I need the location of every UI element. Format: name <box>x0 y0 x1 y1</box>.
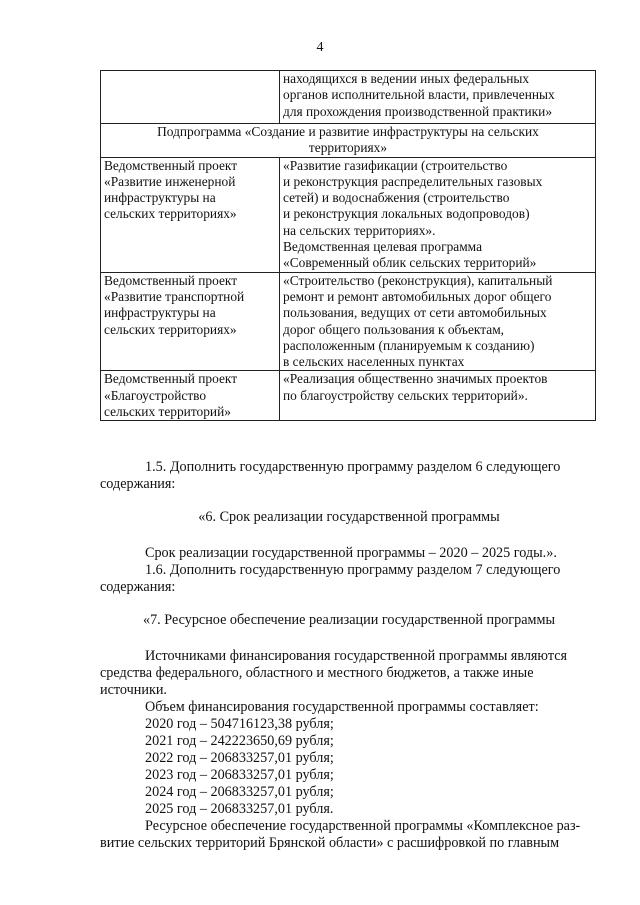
cell-line: «Развитие инженерной <box>104 173 236 189</box>
project-description-cell <box>280 157 596 272</box>
list-item: 2022 год – 206833257,01 рубля; <box>145 750 334 766</box>
cell-line: «Строительство (реконструкция), капитальный <box>283 272 553 288</box>
paragraph-term: Срок реализации государственной программы – 2020 – 2025 годы.». <box>145 545 557 561</box>
cell-line: сетей) и водоснабжения (строительство <box>283 190 510 206</box>
page-number: 4 <box>316 40 324 55</box>
cell-line: органов исполнительной власти, привлеченных <box>283 87 555 103</box>
project-name-cell <box>101 272 280 371</box>
list-item: 2021 год – 242223650,69 рубля; <box>145 733 334 749</box>
cell-line: «Развитие транспортной <box>104 288 245 304</box>
text-line: Источниками финансирования государственной программы являются <box>145 648 568 664</box>
subprogram-title-cell <box>101 124 596 158</box>
text-line: источники. <box>100 682 167 698</box>
cell-line: Ведомственная целевая программа <box>283 239 483 255</box>
text-line: витие сельских территорий Брянской области» с расшифровкой по главным <box>100 835 560 851</box>
cell-line: для прохождения производственной практики» <box>283 103 553 119</box>
table-cell-empty <box>101 71 280 124</box>
section-6-heading: «6. Срок реализации государственной программы <box>198 509 500 525</box>
project-name-cell <box>101 157 280 272</box>
cell-line: «Современный облик сельских территорий» <box>283 255 537 271</box>
cell-line: сельских территориях» <box>104 206 237 222</box>
cell-line: расположенным (планируемым к созданию) <box>283 337 535 353</box>
text-line: 1.5. Дополнить государственную программу разделом 6 следующего <box>145 459 561 475</box>
table-row <box>101 371 596 421</box>
table-row <box>101 157 596 272</box>
cell-line: находящихся в ведении иных федеральных <box>283 71 530 86</box>
cell-line: в сельских населенных пунктах <box>283 354 465 370</box>
paragraph-1-6 <box>100 562 598 596</box>
paragraph-1-5 <box>100 459 598 493</box>
cell-line: Ведомственный проект <box>104 157 238 173</box>
cell-line: сельских территорий» <box>104 404 231 420</box>
paragraph-sources <box>100 648 598 699</box>
cell-line: «Развитие газификации (строительство <box>283 157 508 173</box>
table-row <box>101 71 596 124</box>
cell-line: Ведомственный проект <box>104 371 238 387</box>
cell-line: сельских территориях» <box>104 321 237 337</box>
subprogram-title-line: территориях» <box>308 140 388 156</box>
table-cell-continuation <box>280 71 596 124</box>
text-line: средства федерального, областного и местного бюджетов, а также иные <box>100 665 534 681</box>
text-line: содержания: <box>100 476 176 492</box>
cell-line: по благоустройству сельских территорий». <box>283 387 528 403</box>
text-line: 1.6. Дополнить государственную программу разделом 7 следующего <box>145 562 561 578</box>
project-name-cell <box>101 371 280 421</box>
cell-line: «Благоустройство <box>104 387 207 403</box>
cell-line: «Реализация общественно значимых проектов <box>283 371 548 387</box>
funding-by-year-list <box>145 716 605 818</box>
list-item: 2020 год – 504716123,38 рубля; <box>145 716 334 732</box>
paragraph-volume: Объем финансирования государственной программы составляет: <box>145 699 539 715</box>
cell-line: ремонт и ремонт автомобильных дорог общего <box>283 288 552 304</box>
list-item: 2023 год – 206833257,01 рубля; <box>145 767 334 783</box>
subprogram-title-line: Подпрограмма «Создание и развитие инфраструктуры на сельских <box>157 124 539 139</box>
text-line: содержания: <box>100 579 176 595</box>
section-7-heading: «7. Ресурсное обеспечение реализации государственной программы <box>142 612 556 628</box>
paragraph-resource <box>100 818 598 852</box>
cell-line: пользования, ведущих от сети автомобильных <box>283 305 547 321</box>
cell-line: инфраструктуры на <box>104 305 216 321</box>
cell-line: инфраструктуры на <box>104 190 216 206</box>
table-row-subprogram <box>101 124 596 158</box>
cell-line: Ведомственный проект <box>104 272 238 288</box>
table-row <box>101 272 596 371</box>
program-structure-table <box>100 70 596 421</box>
project-description-cell <box>280 272 596 371</box>
project-description-cell <box>280 371 596 421</box>
list-item: 2025 год – 206833257,01 рубля. <box>145 801 334 817</box>
list-item: 2024 год – 206833257,01 рубля; <box>145 784 334 800</box>
text-line: Ресурсное обеспечение государственной программы «Комплексное раз- <box>145 818 581 834</box>
cell-line: дорог общего пользования к объектам, <box>283 321 505 337</box>
cell-line: и реконструкция распределительных газовых <box>283 173 543 189</box>
cell-line: и реконструкция локальных водопроводов) <box>283 206 530 222</box>
cell-line: на сельских территориях». <box>283 222 436 238</box>
